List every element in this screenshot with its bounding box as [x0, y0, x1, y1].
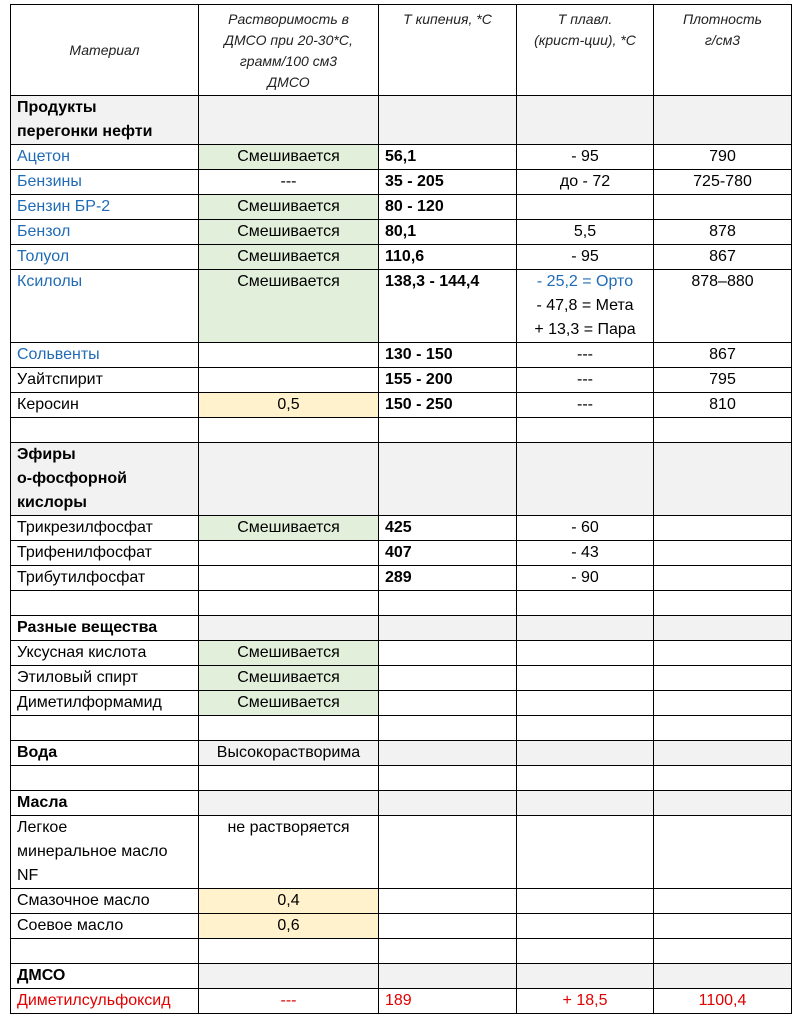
material-name: Толуол [11, 245, 199, 270]
header-material: Материал [11, 5, 199, 96]
boiling-cell: 35 - 205 [379, 170, 517, 195]
melting-cell [517, 270, 654, 343]
section-title: Разные вещества [11, 616, 199, 641]
density-cell: 867 [654, 343, 792, 368]
ortho-value: - 25,2 = Орто [536, 273, 634, 290]
material-name: Диметилсульфоксид [11, 989, 199, 1014]
solubility-cell: Смешивается [199, 270, 379, 343]
material-name: Уксусная кислота [11, 641, 199, 666]
boiling-cell: 150 - 250 [379, 393, 517, 418]
melting-cell: - 60 [517, 516, 654, 541]
boiling-cell: 80,1 [379, 220, 517, 245]
melting-cell: - 43 [517, 541, 654, 566]
solubility-cell: Смешивается [199, 145, 379, 170]
table-row [11, 666, 792, 691]
solubility-cell: Смешивается [199, 195, 379, 220]
boiling-cell: 425 [379, 516, 517, 541]
density-cell: 878–880 [654, 270, 792, 343]
table-row [11, 393, 792, 418]
material-name: Трикрезилфосфат [11, 516, 199, 541]
header-boiling: Т кипения, *С [379, 5, 517, 96]
table-row [11, 270, 792, 343]
melting-cell: - 95 [517, 145, 654, 170]
solubility-cell [199, 343, 379, 368]
solubility-cell: Смешивается [199, 516, 379, 541]
density-cell: 725-780 [654, 170, 792, 195]
table-row [11, 368, 792, 393]
section-row-water [11, 741, 792, 766]
section-row-esters [11, 443, 792, 516]
material-name: Ацетон [11, 145, 199, 170]
material-name: Сольвенты [11, 343, 199, 368]
density-cell [654, 541, 792, 566]
boiling-cell: 289 [379, 566, 517, 591]
meta-value: - 47,8 = Мета [536, 297, 634, 314]
solubility-cell: 0,4 [199, 889, 379, 914]
table-row [11, 516, 792, 541]
section-title: Вода [11, 741, 199, 766]
spacer-row [11, 591, 792, 616]
melting-cell [517, 195, 654, 220]
material-name: Уайтспирит [11, 368, 199, 393]
material-name: Трибутилфосфат [11, 566, 199, 591]
section-title: Эфиры о-фосфорной кислоры [11, 443, 199, 516]
melting-cell: - 95 [517, 245, 654, 270]
table-row [11, 145, 792, 170]
table-row [11, 245, 792, 270]
boiling-cell: 80 - 120 [379, 195, 517, 220]
solubility-cell: 0,6 [199, 914, 379, 939]
header-row [11, 5, 792, 96]
density-cell: 1100,4 [654, 989, 792, 1014]
section-row-misc [11, 616, 792, 641]
solubility-cell: не растворяется [199, 816, 379, 889]
table-row [11, 170, 792, 195]
density-cell: 867 [654, 245, 792, 270]
solubility-cell: Смешивается [199, 666, 379, 691]
material-name: Бензол [11, 220, 199, 245]
spacer-row [11, 766, 792, 791]
solubility-cell: Смешивается [199, 245, 379, 270]
boiling-cell: 56,1 [379, 145, 517, 170]
density-cell [654, 566, 792, 591]
table-row [11, 195, 792, 220]
material-name: Диметилформамид [11, 691, 199, 716]
boiling-cell: 138,3 - 144,4 [379, 270, 517, 343]
material-name: Бензин БР-2 [11, 195, 199, 220]
solubility-cell: Смешивается [199, 691, 379, 716]
melting-cell: --- [517, 343, 654, 368]
solubility-cell [199, 566, 379, 591]
table-row [11, 816, 792, 889]
material-name: Легкое минеральное масло NF [11, 816, 199, 889]
spacer-row [11, 716, 792, 741]
boiling-cell: 110,6 [379, 245, 517, 270]
spacer-row [11, 939, 792, 964]
solubility-cell: Смешивается [199, 641, 379, 666]
solubility-cell: Высокорастворима [199, 741, 379, 766]
header-solubility: Растворимость в ДМСО при 20-30*С, грамм/100 см3 ДМСО [199, 5, 379, 96]
solubility-cell: Смешивается [199, 220, 379, 245]
density-cell: 790 [654, 145, 792, 170]
solubility-cell [199, 541, 379, 566]
table-row [11, 889, 792, 914]
section-title: ДМСО [11, 964, 199, 989]
melting-cell: 5,5 [517, 220, 654, 245]
boiling-cell: 189 [379, 989, 517, 1014]
header-density: Плотность г/см3 [654, 5, 792, 96]
spacer-row [11, 418, 792, 443]
material-name: Соевое масло [11, 914, 199, 939]
section-title: Продукты перегонки нефти [11, 96, 199, 145]
section-row-oil [11, 96, 792, 145]
table-row [11, 691, 792, 716]
material-name: Ксилолы [11, 270, 199, 343]
solubility-cell: 0,5 [199, 393, 379, 418]
density-cell: 795 [654, 368, 792, 393]
table-row [11, 541, 792, 566]
solubility-table [10, 4, 792, 1014]
material-name: Трифенилфосфат [11, 541, 199, 566]
density-cell: 878 [654, 220, 792, 245]
table-row [11, 914, 792, 939]
boiling-cell: 130 - 150 [379, 343, 517, 368]
material-name: Керосин [11, 393, 199, 418]
material-name: Этиловый спирт [11, 666, 199, 691]
table-row [11, 566, 792, 591]
header-melting: Т плавл. (крист-ции), *С [517, 5, 654, 96]
material-name: Бензины [11, 170, 199, 195]
density-cell [654, 516, 792, 541]
boiling-cell: 407 [379, 541, 517, 566]
melting-cell: --- [517, 368, 654, 393]
table-row [11, 989, 792, 1014]
material-name: Смазочное масло [11, 889, 199, 914]
section-title: Масла [11, 791, 199, 816]
melting-cell: - 90 [517, 566, 654, 591]
solubility-cell [199, 368, 379, 393]
solubility-cell: --- [199, 989, 379, 1014]
density-cell: 810 [654, 393, 792, 418]
section-row-dmso [11, 964, 792, 989]
table-row [11, 343, 792, 368]
melting-cell: + 18,5 [517, 989, 654, 1014]
table-row [11, 641, 792, 666]
melting-cell: --- [517, 393, 654, 418]
melting-cell: до - 72 [517, 170, 654, 195]
density-cell [654, 195, 792, 220]
solubility-cell: --- [199, 170, 379, 195]
table-row [11, 220, 792, 245]
section-row-oils [11, 791, 792, 816]
para-value: + 13,3 = Пара [534, 321, 636, 338]
boiling-cell: 155 - 200 [379, 368, 517, 393]
